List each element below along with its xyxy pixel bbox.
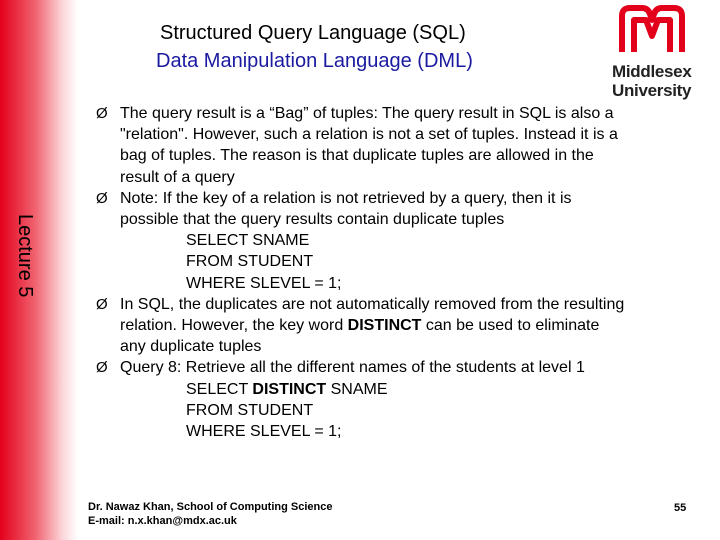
text-line: Note: If the key of a relation is not retrieved by a query, then it is: [120, 189, 572, 207]
text-fragment: can be used to eliminate: [421, 317, 600, 335]
footer-author: Dr. Nawaz Khan, School of Computing Science: [88, 501, 333, 513]
bullet-duplicates: [96, 294, 696, 358]
arrow-bullet-icon: Ø: [96, 295, 108, 313]
slide-title: Structured Query Language (SQL): [160, 22, 466, 44]
distinct-keyword: DISTINCT: [347, 317, 422, 335]
logo-line-2: University: [612, 81, 692, 100]
sql-code-line: FROM STUDENT: [186, 253, 314, 271]
bullet-bag-of-tuples: [96, 103, 696, 188]
page-number: 55: [674, 502, 687, 514]
text-line: In SQL, the duplicates are not automatically removed from the resulting: [120, 295, 625, 313]
sql-code-line: FROM STUDENT: [186, 401, 314, 419]
text-line: possible that the query results contain duplicate tuples: [120, 211, 505, 229]
lecture-label: Lecture 5: [14, 214, 36, 298]
text-line: bag of tuples. The reason is that duplicate tuples are allowed in the: [120, 147, 594, 165]
text-fragment: relation. However, the key word: [120, 317, 348, 335]
footer-email: E-mail: n.x.khan@mdx.ac.uk: [88, 515, 237, 527]
text-line: any duplicate tuples: [120, 338, 262, 356]
university-logo: [612, 4, 692, 102]
arrow-bullet-icon: Ø: [96, 105, 108, 122]
slide-subtitle: Data Manipulation Language (DML): [156, 50, 473, 72]
distinct-keyword: DISTINCT: [252, 380, 327, 398]
sql-code-line: WHERE SLEVEL = 1;: [186, 423, 342, 441]
sql-code-line: [120, 379, 696, 400]
text-line: [120, 315, 696, 336]
logo-mark-icon: [612, 4, 692, 60]
logo-line-1: Middlesex: [612, 62, 692, 81]
arrow-bullet-icon: Ø: [96, 189, 108, 207]
bullet-note-key: [96, 188, 696, 294]
bullet-query-8: [96, 357, 696, 442]
code-fragment: SNAME: [326, 380, 388, 398]
logo-text: [612, 62, 692, 100]
text-line: result of a query: [120, 168, 235, 186]
text-line: Query 8: Retrieve all the different names of the students at level 1: [120, 359, 585, 377]
arrow-bullet-icon: Ø: [96, 359, 108, 377]
sql-code-line: SELECT SNAME: [186, 232, 310, 250]
text-line: "relation". However, such a relation is not a set of tuples. Instead it is a: [120, 126, 618, 144]
sql-code-line: WHERE SLEVEL = 1;: [186, 274, 342, 292]
slide-content: [96, 103, 696, 442]
left-gradient-bar: [0, 0, 78, 540]
text-line: The query result is a “Bag” of tuples: The query result in SQL is also a: [120, 105, 614, 122]
code-fragment: SELECT: [186, 380, 253, 398]
footer: [88, 500, 332, 528]
